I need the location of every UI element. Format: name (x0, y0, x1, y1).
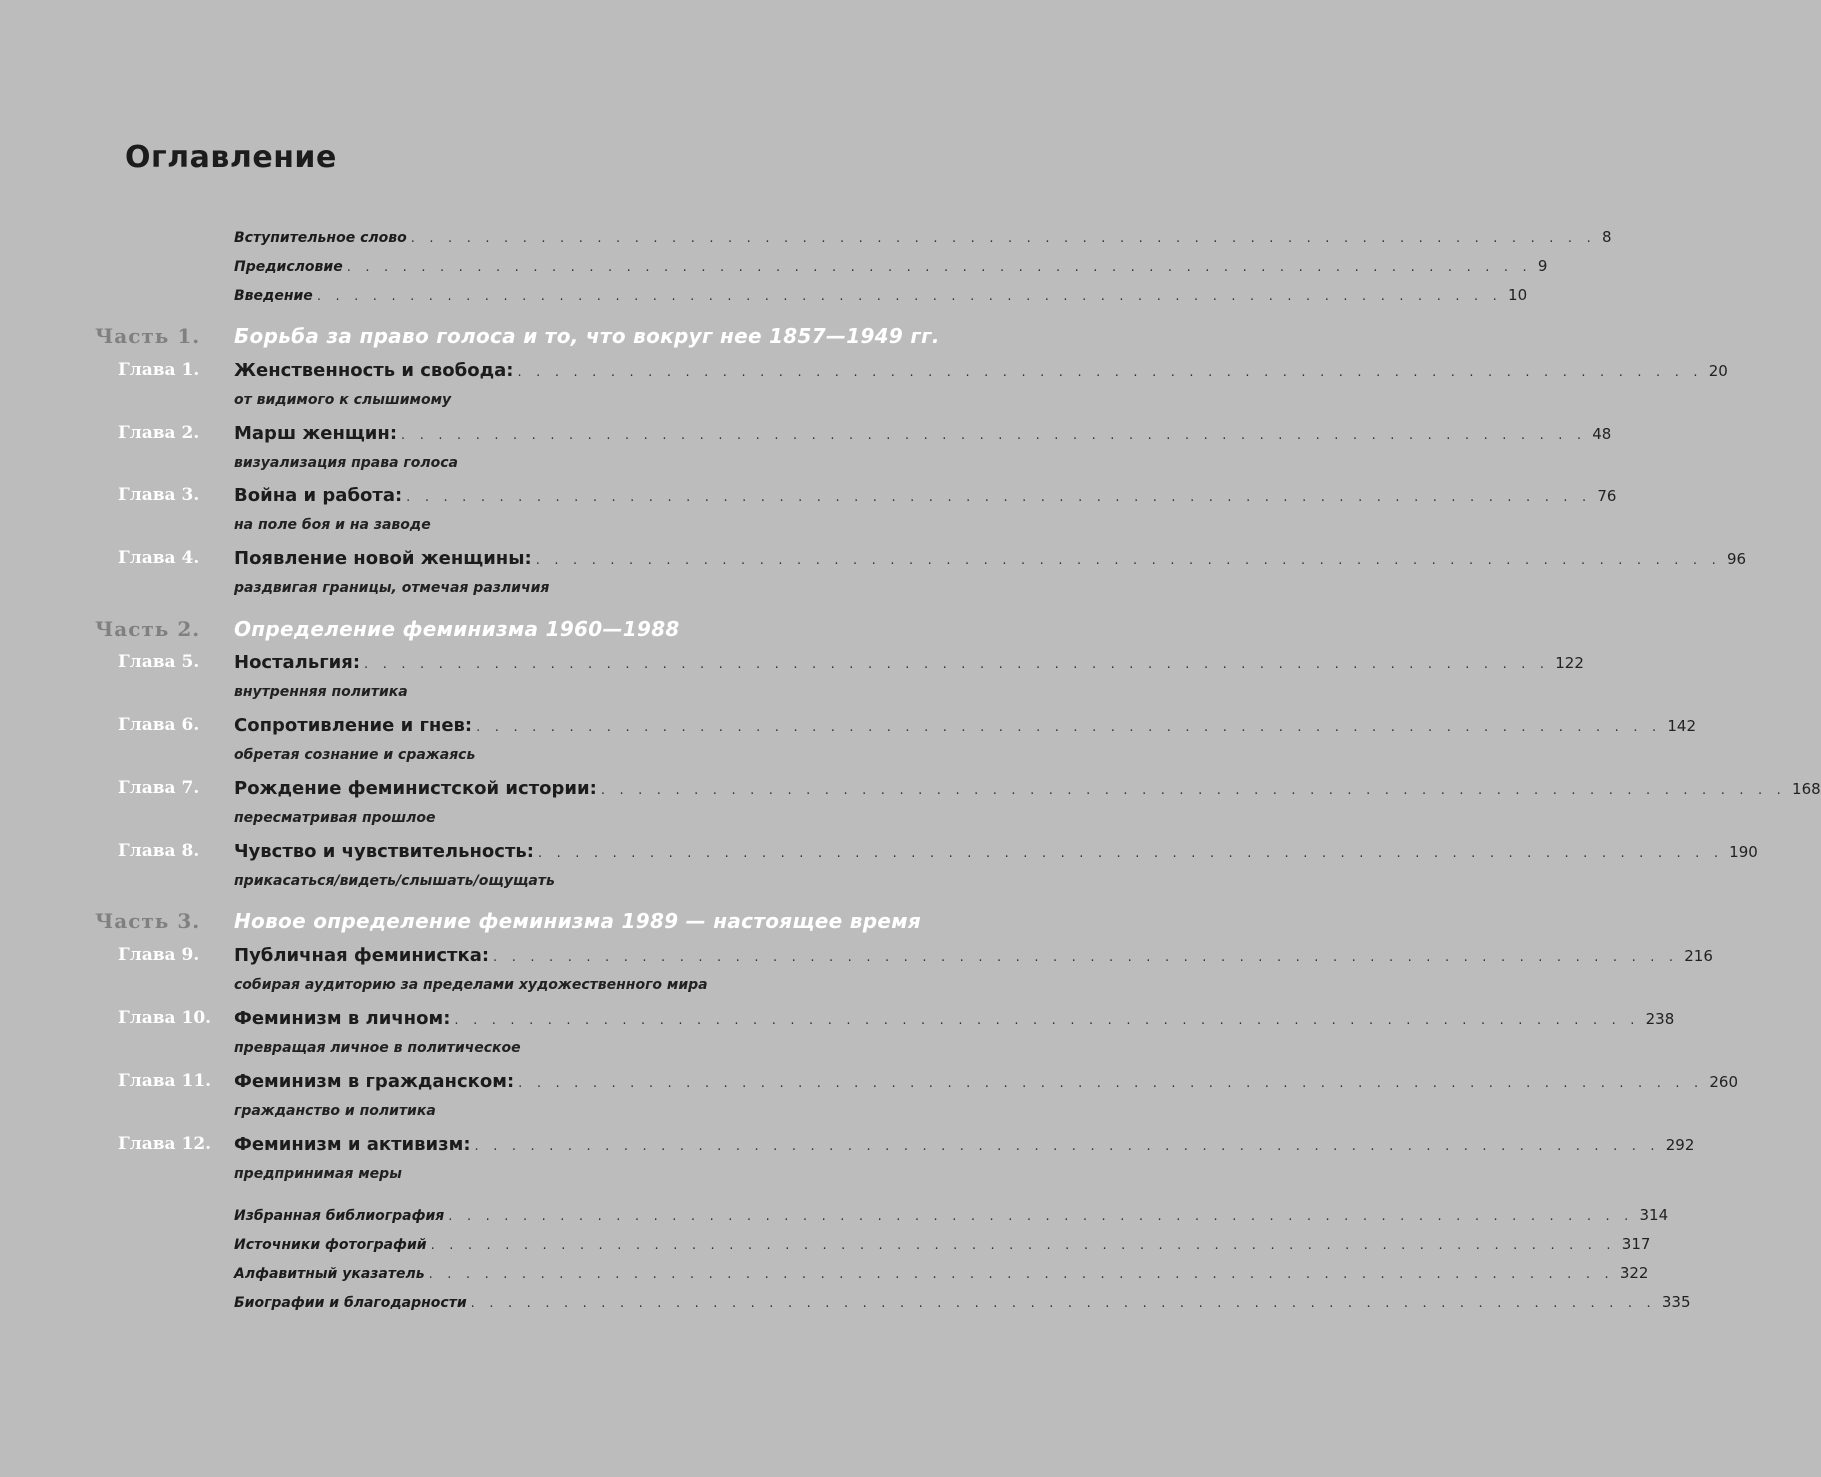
chapter-label: Глава 12. (118, 1134, 212, 1154)
page-number: 122 (1555, 654, 1584, 672)
entry-title: Рождение феминистской истории: (234, 778, 597, 799)
chapter-subtitle: собирая аудиторию за пределами художественного мира (234, 977, 708, 993)
chapter-subtitle: от видимого к слышимому (234, 392, 452, 408)
entry-title: Феминизм в гражданском: (234, 1071, 515, 1092)
page-number: 48 (1592, 425, 1612, 443)
chapter-subtitle: пересматривая прошлое (234, 810, 436, 826)
page-number: 76 (1597, 487, 1617, 505)
dot-leader: . . . . . . . . . . . . . . . . . . . . . . . . . . . . . . . . . . . . . . . . . . . . . . . . . . . . . . . . . . . . . . . . (316, 289, 1503, 304)
part-title: Борьба за право голоса и то, что вокруг нее 1857—1949 гг. (234, 324, 940, 348)
page-number: 292 (1665, 1136, 1695, 1154)
entry-title: Феминизм и активизм: (234, 1134, 471, 1155)
chapter-subtitle: прикасаться/видеть/слышать/ощущать (234, 873, 555, 889)
page-number: 260 (1709, 1073, 1739, 1091)
page-title: Оглавление (125, 140, 337, 175)
entry-title: Публичная феминистка: (234, 945, 490, 966)
entry-title: Источники фотографий (234, 1237, 427, 1253)
page-number: 314 (1639, 1206, 1669, 1224)
chapter-label: Глава 7. (118, 778, 200, 798)
page-number: 8 (1601, 228, 1612, 246)
entry-title: Биографии и благодарности (234, 1295, 467, 1311)
chapter-label: Глава 5. (118, 652, 200, 672)
chapter-subtitle: внутренняя политика (234, 684, 408, 700)
chapter-label: Глава 10. (118, 1008, 212, 1028)
chapter-subtitle: обретая сознание и сражаясь (234, 747, 476, 763)
dot-leader: . . . . . . . . . . . . . . . . . . . . . . . . . . . . . . . . . . . . . . . . . . . . . . . . . . . . . . . . . . . . . . . . (493, 950, 1679, 965)
dot-leader: . . . . . . . . . . . . . . . . . . . . . . . . . . . . . . . . . . . . . . . . . . . . . . . . . . . . . . . . . . . . . . . . (448, 1209, 1634, 1224)
page-number: 317 (1621, 1235, 1651, 1253)
dot-leader: . . . . . . . . . . . . . . . . . . . . . . . . . . . . . . . . . . . . . . . . . . . . . . . . . . . . . . . . . . . . . . . . (537, 846, 1724, 861)
page-number: 9 (1537, 257, 1548, 275)
dot-leader: . . . . . . . . . . . . . . . . . . . . . . . . . . . . . . . . . . . . . . . . . . . . . . . . . . . . . . . . . . . . . . . . (430, 1238, 1616, 1253)
page-number: 10 (1508, 286, 1528, 304)
entry-title: Предисловие (234, 259, 343, 275)
part-title: Определение феминизма 1960—1988 (234, 617, 680, 641)
entry-title: Феминизм в личном: (234, 1008, 451, 1029)
chapter-label: Глава 1. (118, 360, 200, 380)
entry-title: Появление новой женщины: (234, 548, 532, 569)
chapter-label: Глава 3. (118, 485, 200, 505)
dot-leader: . . . . . . . . . . . . . . . . . . . . . . . . . . . . . . . . . . . . . . . . . . . . . . . . . . . . . . . . . . . . . . . . (535, 553, 1721, 568)
dot-leader: . . . . . . . . . . . . . . . . . . . . . . . . . . . . . . . . . . . . . . . . . . . . . . . . . . . . . . . . . . . . . . . . (518, 1076, 1704, 1091)
chapter-subtitle: раздвигая границы, отмечая различия (234, 580, 550, 596)
dot-leader: . . . . . . . . . . . . . . . . . . . . . . . . . . . . . . . . . . . . . . . . . . . . . . . . . . . . . . . . . . . . . . . . (410, 231, 1596, 246)
dot-leader: . . . . . . . . . . . . . . . . . . . . . . . . . . . . . . . . . . . . . . . . . . . . . . . . . . . . . . . . . . . . . . . . (364, 657, 1550, 672)
entry-title: Введение (234, 288, 313, 304)
page-number: 238 (1645, 1010, 1675, 1028)
dot-leader: . . . . . . . . . . . . . . . . . . . . . . . . . . . . . . . . . . . . . . . . . . . . . . . . . . . . . . . . . . . . . . . . (428, 1267, 1614, 1282)
entry-title: Марш женщин: (234, 423, 398, 444)
dot-leader: . . . . . . . . . . . . . . . . . . . . . . . . . . . . . . . . . . . . . . . . . . . . . . . . . . . . . . . . . . . . . . . . (454, 1013, 1640, 1028)
entry-title: Ностальгия: (234, 652, 361, 673)
page-number: 216 (1684, 947, 1713, 965)
page-number: 335 (1661, 1293, 1691, 1311)
dot-leader: . . . . . . . . . . . . . . . . . . . . . . . . . . . . . . . . . . . . . . . . . . . . . . . . . . . . . . . . . . . . . . . . (346, 260, 1532, 275)
dot-leader: . . . . . . . . . . . . . . . . . . . . . . . . . . . . . . . . . . . . . . . . . . . . . . . . . . . . . . . . . . . . . . . . (470, 1296, 1656, 1311)
chapter-subtitle: предпринимая меры (234, 1166, 402, 1182)
chapter-label: Глава 9. (118, 945, 200, 965)
chapter-label: Глава 2. (118, 423, 200, 443)
dot-leader: . . . . . . . . . . . . . . . . . . . . . . . . . . . . . . . . . . . . . . . . . . . . . . . . . . . . . . . . . . . . . . . . (401, 428, 1587, 443)
chapter-label: Глава 6. (118, 715, 200, 735)
chapter-label: Глава 11. (118, 1071, 212, 1091)
entry-title: Женственность и свобода: (234, 360, 514, 381)
dot-leader: . . . . . . . . . . . . . . . . . . . . . . . . . . . . . . . . . . . . . . . . . . . . . . . . . . . . . . . . . . . . . . . . (474, 1139, 1660, 1154)
chapter-label: Глава 4. (118, 548, 200, 568)
entry-title: Избранная библиография (234, 1208, 445, 1224)
entry-title: Вступительное слово (234, 230, 407, 246)
page-number: 20 (1708, 362, 1728, 380)
page-number: 96 (1726, 550, 1747, 568)
entry-title: Алфавитный указатель (234, 1266, 425, 1282)
dot-leader: . . . . . . . . . . . . . . . . . . . . . . . . . . . . . . . . . . . . . . . . . . . . . . . . . . . . . . . . . . . . . . . . (600, 783, 1787, 798)
part-title: Новое определение феминизма 1989 — настоящее время (234, 909, 922, 933)
page-number: 190 (1729, 843, 1758, 861)
part-label: Часть 2. (95, 617, 201, 641)
dot-leader: . . . . . . . . . . . . . . . . . . . . . . . . . . . . . . . . . . . . . . . . . . . . . . . . . . . . . . . . . . . . . . . . (476, 720, 1662, 735)
dot-leader: . . . . . . . . . . . . . . . . . . . . . . . . . . . . . . . . . . . . . . . . . . . . . . . . . . . . . . . . . . . . . . . . (406, 490, 1592, 505)
dot-leader: . . . . . . . . . . . . . . . . . . . . . . . . . . . . . . . . . . . . . . . . . . . . . . . . . . . . . . . . . . . . . . . . (517, 365, 1703, 380)
chapter-subtitle: на поле боя и на заводе (234, 517, 431, 533)
part-label: Часть 1. (95, 324, 201, 348)
chapter-subtitle: превращая личное в политическое (234, 1040, 521, 1056)
chapter-subtitle: визуализация права голоса (234, 455, 458, 471)
chapter-label: Глава 8. (118, 841, 200, 861)
entry-title: Война и работа: (234, 485, 403, 506)
entry-title: Чувство и чувствительность: (234, 841, 534, 862)
page-number: 322 (1619, 1264, 1649, 1282)
chapter-subtitle: гражданство и политика (234, 1103, 436, 1119)
entry-title: Сопротивление и гнев: (234, 715, 473, 736)
page-number: 142 (1667, 717, 1696, 735)
page-number: 168 (1792, 780, 1821, 798)
part-label: Часть 3. (95, 909, 201, 933)
